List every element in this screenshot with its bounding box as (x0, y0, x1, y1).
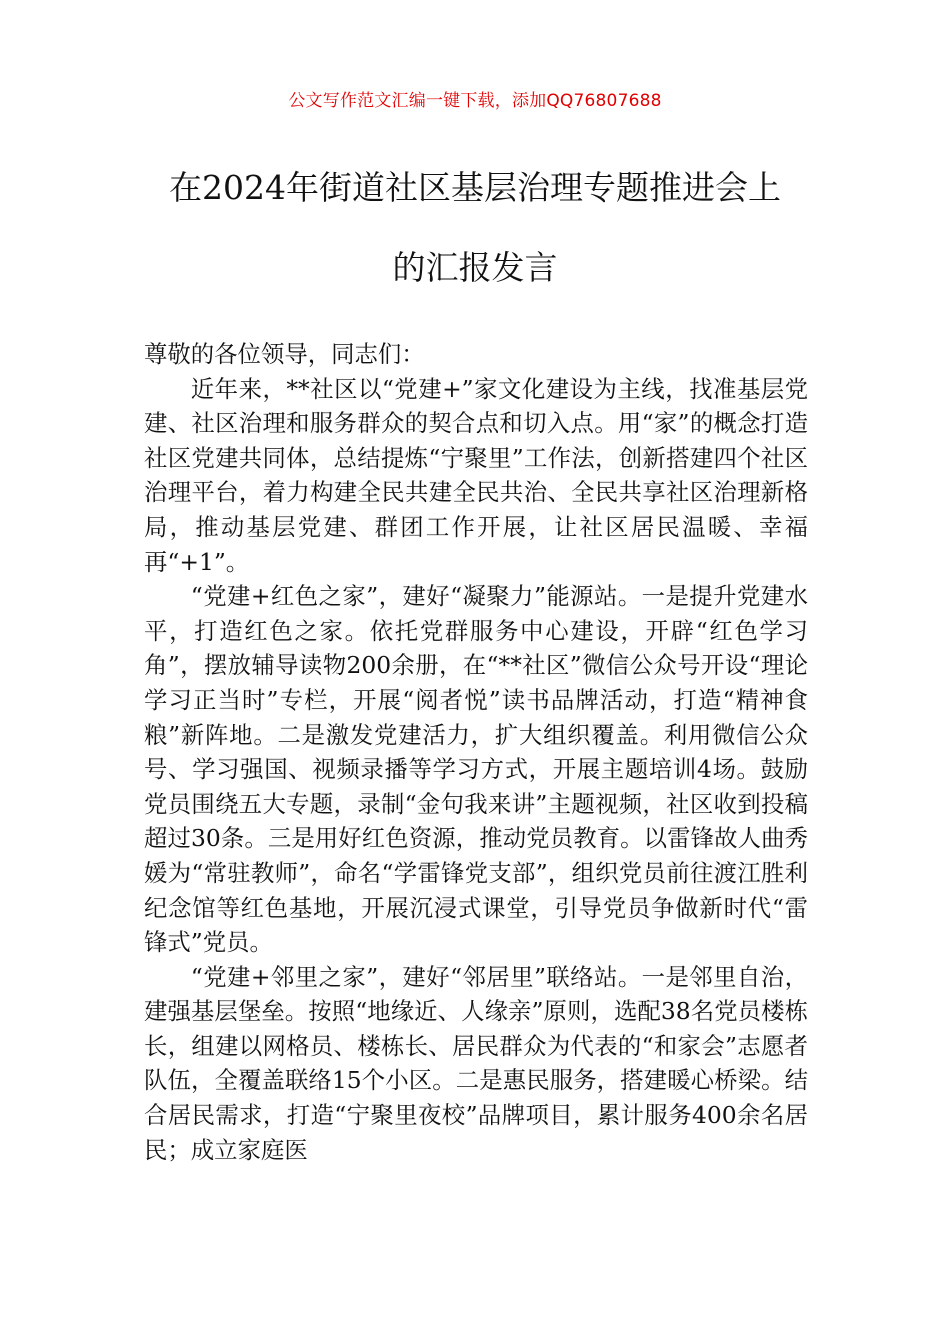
paragraph-neighbor-home: “党建+邻里之家”，建好“邻居里”联络站。一是邻里自治，建强基层堡垒。按照“地缘近、人缘亲”原则，选配38名党员楼栋长，组建以网格员、楼栋长、居民群众为代表的“和家会”志愿者队伍，全覆盖联络15个小区。二是惠民服务，搭建暖心桥梁。结合居民需求，打造“宁聚里夜校”品牌项目，累计服务400余名居民；成立家庭医 (144, 962, 808, 1164)
document-body (144, 337, 808, 1167)
title-line-1: 在2024年街道社区基层治理专题推进会上 (169, 168, 781, 207)
paragraph-red-home: “党建+红色之家”，建好“凝聚力”能源站。一是提升党建水平，打造红色之家。依托党群服务中心建设，开辟“红色学习角”，摆放辅导读物200余册，在“**社区”微信公众号开设“理论学习正当时”专栏，开展“阅者悦”读书品牌活动，打造“精神食粮”新阵地。二是激发党建活力，扩大组织覆盖。利用微信公众号、学习强国、视频录播等学习方式，开展主题培训4场。鼓励党员围绕五大专题，录制“金句我来讲”主题视频，社区收到投稿超过30条。三是用好红色资源，推动党员教育。以雷锋故人曲秀媛为“常驻教师”，命名“学雷锋党支部”，组织党员前往渡江胜利纪念馆等红色基地，开展沉浸式课堂，引导党员争做新时代“雷锋式”党员。 (144, 582, 808, 957)
salutation: 尊敬的各位领导，同志们： (144, 340, 425, 368)
paragraph-intro: 近年来，**社区以“党建+”家文化建设为主线，找准基层党建、社区治理和服务群众的契合点和切入点。用“家”的概念打造社区党建共同体，总结提炼“宁聚里”工作法，创新搭建四个社区治理平台，着力构建全民共建全民共治、全民共享社区治理新格局，推动基层党建、群团工作开展，让社区居民温暖、幸福再“+1”。 (144, 374, 808, 576)
title-line-2: 的汇报发言 (392, 248, 558, 287)
document-title (130, 148, 820, 308)
header-watermark: 公文写作范文汇编一键下载，添加QQ76807688 (288, 91, 662, 111)
